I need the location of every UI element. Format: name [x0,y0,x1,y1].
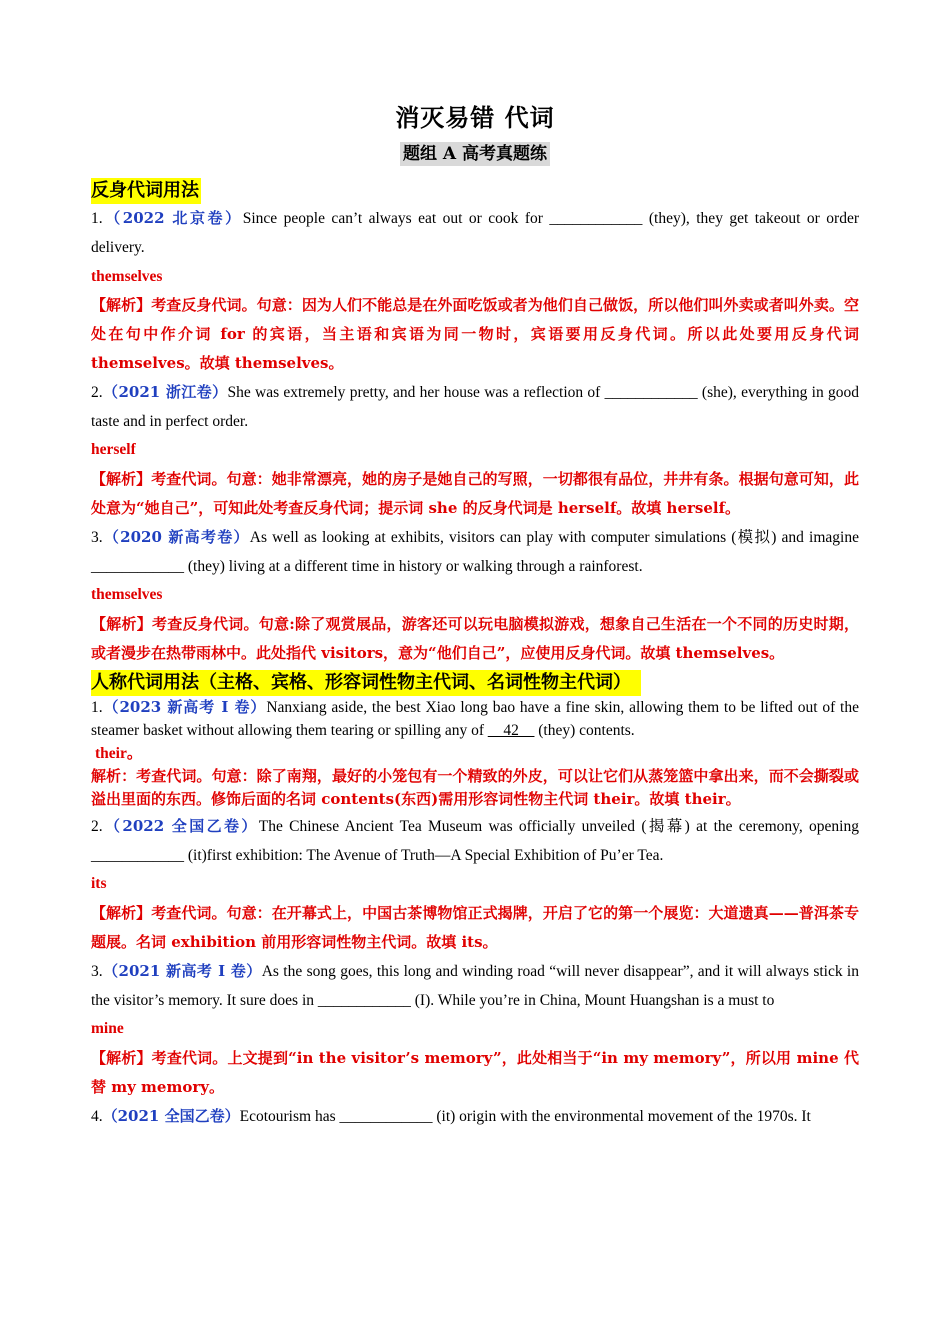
question-source: （2023 新高考 I 卷） [102,697,267,716]
explanation: 【解析】考查代词。上文提到“in the visitor’s memory”，此处相当于“in my memory”，所以用 mine 代替 my memory。 [91,1049,859,1096]
answer-blank: __42__ [487,721,535,739]
question-source: （2021 浙江卷） [102,382,228,401]
answer: mine [91,1020,124,1038]
question: 1.（2022 北京卷）Since people can’t always eat out or cook for ____________ (they), they get takeout or order delivery. [91,209,859,256]
question-source: （2021 新高考 I 卷） [102,961,262,980]
explanation: 解析：考查代词。句意：除了南翔，最好的小笼包有一个精致的外皮，可以让它们从蒸笼篮中拿出来，而不会撕裂或溢出里面的东西。修饰后面的名词 contents(东西)需用形容词性物主代词 their。故填 their。 [91,766,859,809]
explanation: 【解析】考查代词。句意：在开幕式上，中国古茶博物馆正式揭牌，开启了它的第一个展览：大道遗真——普洱茶专题展。名词 exhibition 前用形容词性物主代词。故填 its。 [91,904,859,951]
section-heading-personal: 人称代词用法（主格、宾格、形容词性物主代词、名词性物主代词） [91,670,641,696]
question: 3.（2021 新高考 I 卷）As the song goes, this long and winding road “will never disappear”, and it will always stick in the visitor’s memory. It sure does in ____________ (I). While you’re in China, Mount Huangshan is a must to [91,961,859,1009]
question-source: （2022 全国乙卷） [102,816,259,835]
question: 3.（2020 新高考卷）As well as looking at exhibits, visitors can play with computer simulations (模拟) and imagine ____________ (they) living at a different time in history or walking through a rainforest. [91,527,859,575]
question: 2.（2022 全国乙卷）The Chinese Ancient Tea Museum was officially unveiled (揭幕) at the ceremony, opening ____________ (it)first exhibition: The Avenue of Truth—A Special Exhibition of Pu’er Tea. [91,816,859,864]
page-title: 消灭易错 代词 [395,104,555,132]
answer: their。 [95,744,143,762]
answer: its [91,875,107,893]
answer: herself [91,441,136,459]
question-source: （2022 北京卷） [102,209,243,227]
explanation: 【解析】考查代词。句意：她非常漂亮，她的房子是她自己的写照，一切都很有品位，井井有条。根据句意可知，此处意为“她自己”，可知此处考查反身代词；提示词 she 的反身代词是 herself。故填 herself。 [91,470,859,517]
question: 1.（2023 新高考 I 卷）Nanxiang aside, the best Xiao long bao have a fine skin, allowing them to be lifted out of the steamer basket without allowing them tearing or spilling any of __42__ (they) contents. [91,697,859,739]
section-heading-reflexive: 反身代词用法 [91,178,201,204]
explanation: 【解析】考查反身代词。句意:除了观赏展品，游客还可以玩电脑模拟游戏，想象自己生活在一个不同的历史时期，或者漫步在热带雨林中。此处指代 visitors，意为“他们自己”，应使用反身代词。故填 themselves。 [91,615,859,662]
question-source: （2020 新高考卷） [102,527,250,546]
question: 4.（2021 全国乙卷）Ecotourism has ____________ (it) origin with the environmental movement of the 1970s. It [91,1106,811,1125]
answer: themselves [91,267,163,285]
question-source: （2021 全国乙卷） [102,1106,240,1125]
answer: themselves [91,586,163,604]
content [91,176,859,1132]
page-subtitle: 题组 A 高考真题练 [400,142,550,166]
question: 2.（2021 浙江卷）She was extremely pretty, and her house was a reflection of ____________ (she), everything in good taste and in perfect order. [91,382,859,430]
explanation: 【解析】考查反身代词。句意：因为人们不能总是在外面吃饭或者为他们自己做饭，所以他们叫外卖或者叫外卖。空处在句中作介词 for 的宾语，当主语和宾语为同一物时，宾语要用反身代词。所以此处要用反身代词 themselves。故填 themselves。 [91,296,859,372]
